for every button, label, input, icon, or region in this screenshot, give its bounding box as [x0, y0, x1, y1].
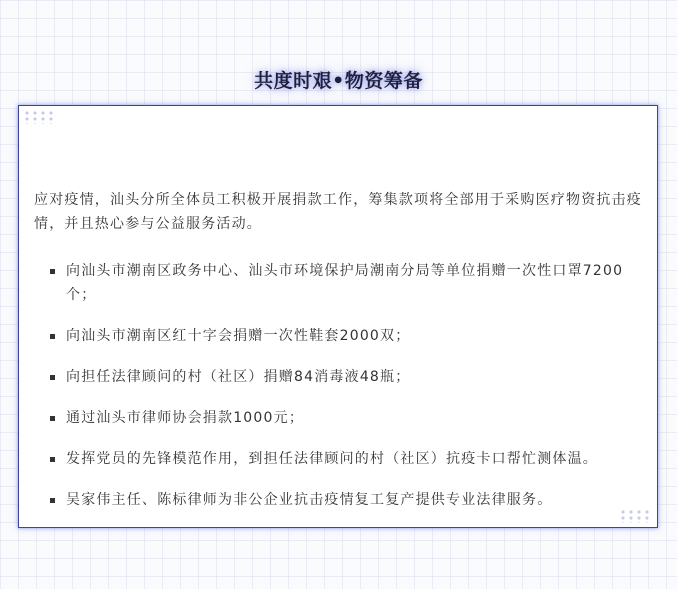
intro-paragraph: 应对疫情，汕头分所全体员工积极开展捐款工作，筹集款项将全部用于采购医疗物资抗击疫情，并且热心参与公益服务活动。 [34, 192, 642, 232]
list-item-text: 向汕头市潮南区红十字会捐赠一次性鞋套2000双； [66, 328, 411, 344]
donation-list [34, 259, 646, 529]
list-item-text: 向汕头市潮南区政务中心、汕头市环境保护局潮南分局等单位捐赠一次性口罩7200个； [66, 263, 624, 303]
decorative-dots-top-left [23, 110, 57, 124]
content-card [18, 105, 658, 528]
square-bullet-icon [50, 416, 55, 421]
list-item [34, 488, 646, 512]
square-bullet-icon [50, 375, 55, 380]
list-item-text: 通过汕头市律师协会捐款1000元； [66, 410, 305, 426]
square-bullet-icon [50, 334, 55, 339]
section-heading: 共度时艰•物资筹备 [254, 70, 423, 92]
list-item [34, 259, 646, 307]
list-item [34, 447, 646, 471]
square-bullet-icon [50, 498, 55, 503]
list-item-text: 吴家伟主任、陈标律师为非公企业抗击疫情复工复产提供专业法律服务。 [66, 492, 553, 508]
list-item [34, 365, 646, 389]
decorative-dots-bottom-right [619, 509, 653, 523]
list-item [34, 324, 646, 348]
list-item-text: 向担任法律顾问的村（社区）捐赠84消毒液48瓶； [66, 369, 411, 385]
square-bullet-icon [50, 457, 55, 462]
list-item [34, 406, 646, 430]
list-item-text: 发挥党员的先锋模范作用，到担任法律顾问的村（社区）抗疫卡口帮忙测体温。 [66, 451, 598, 467]
square-bullet-icon [50, 269, 55, 274]
